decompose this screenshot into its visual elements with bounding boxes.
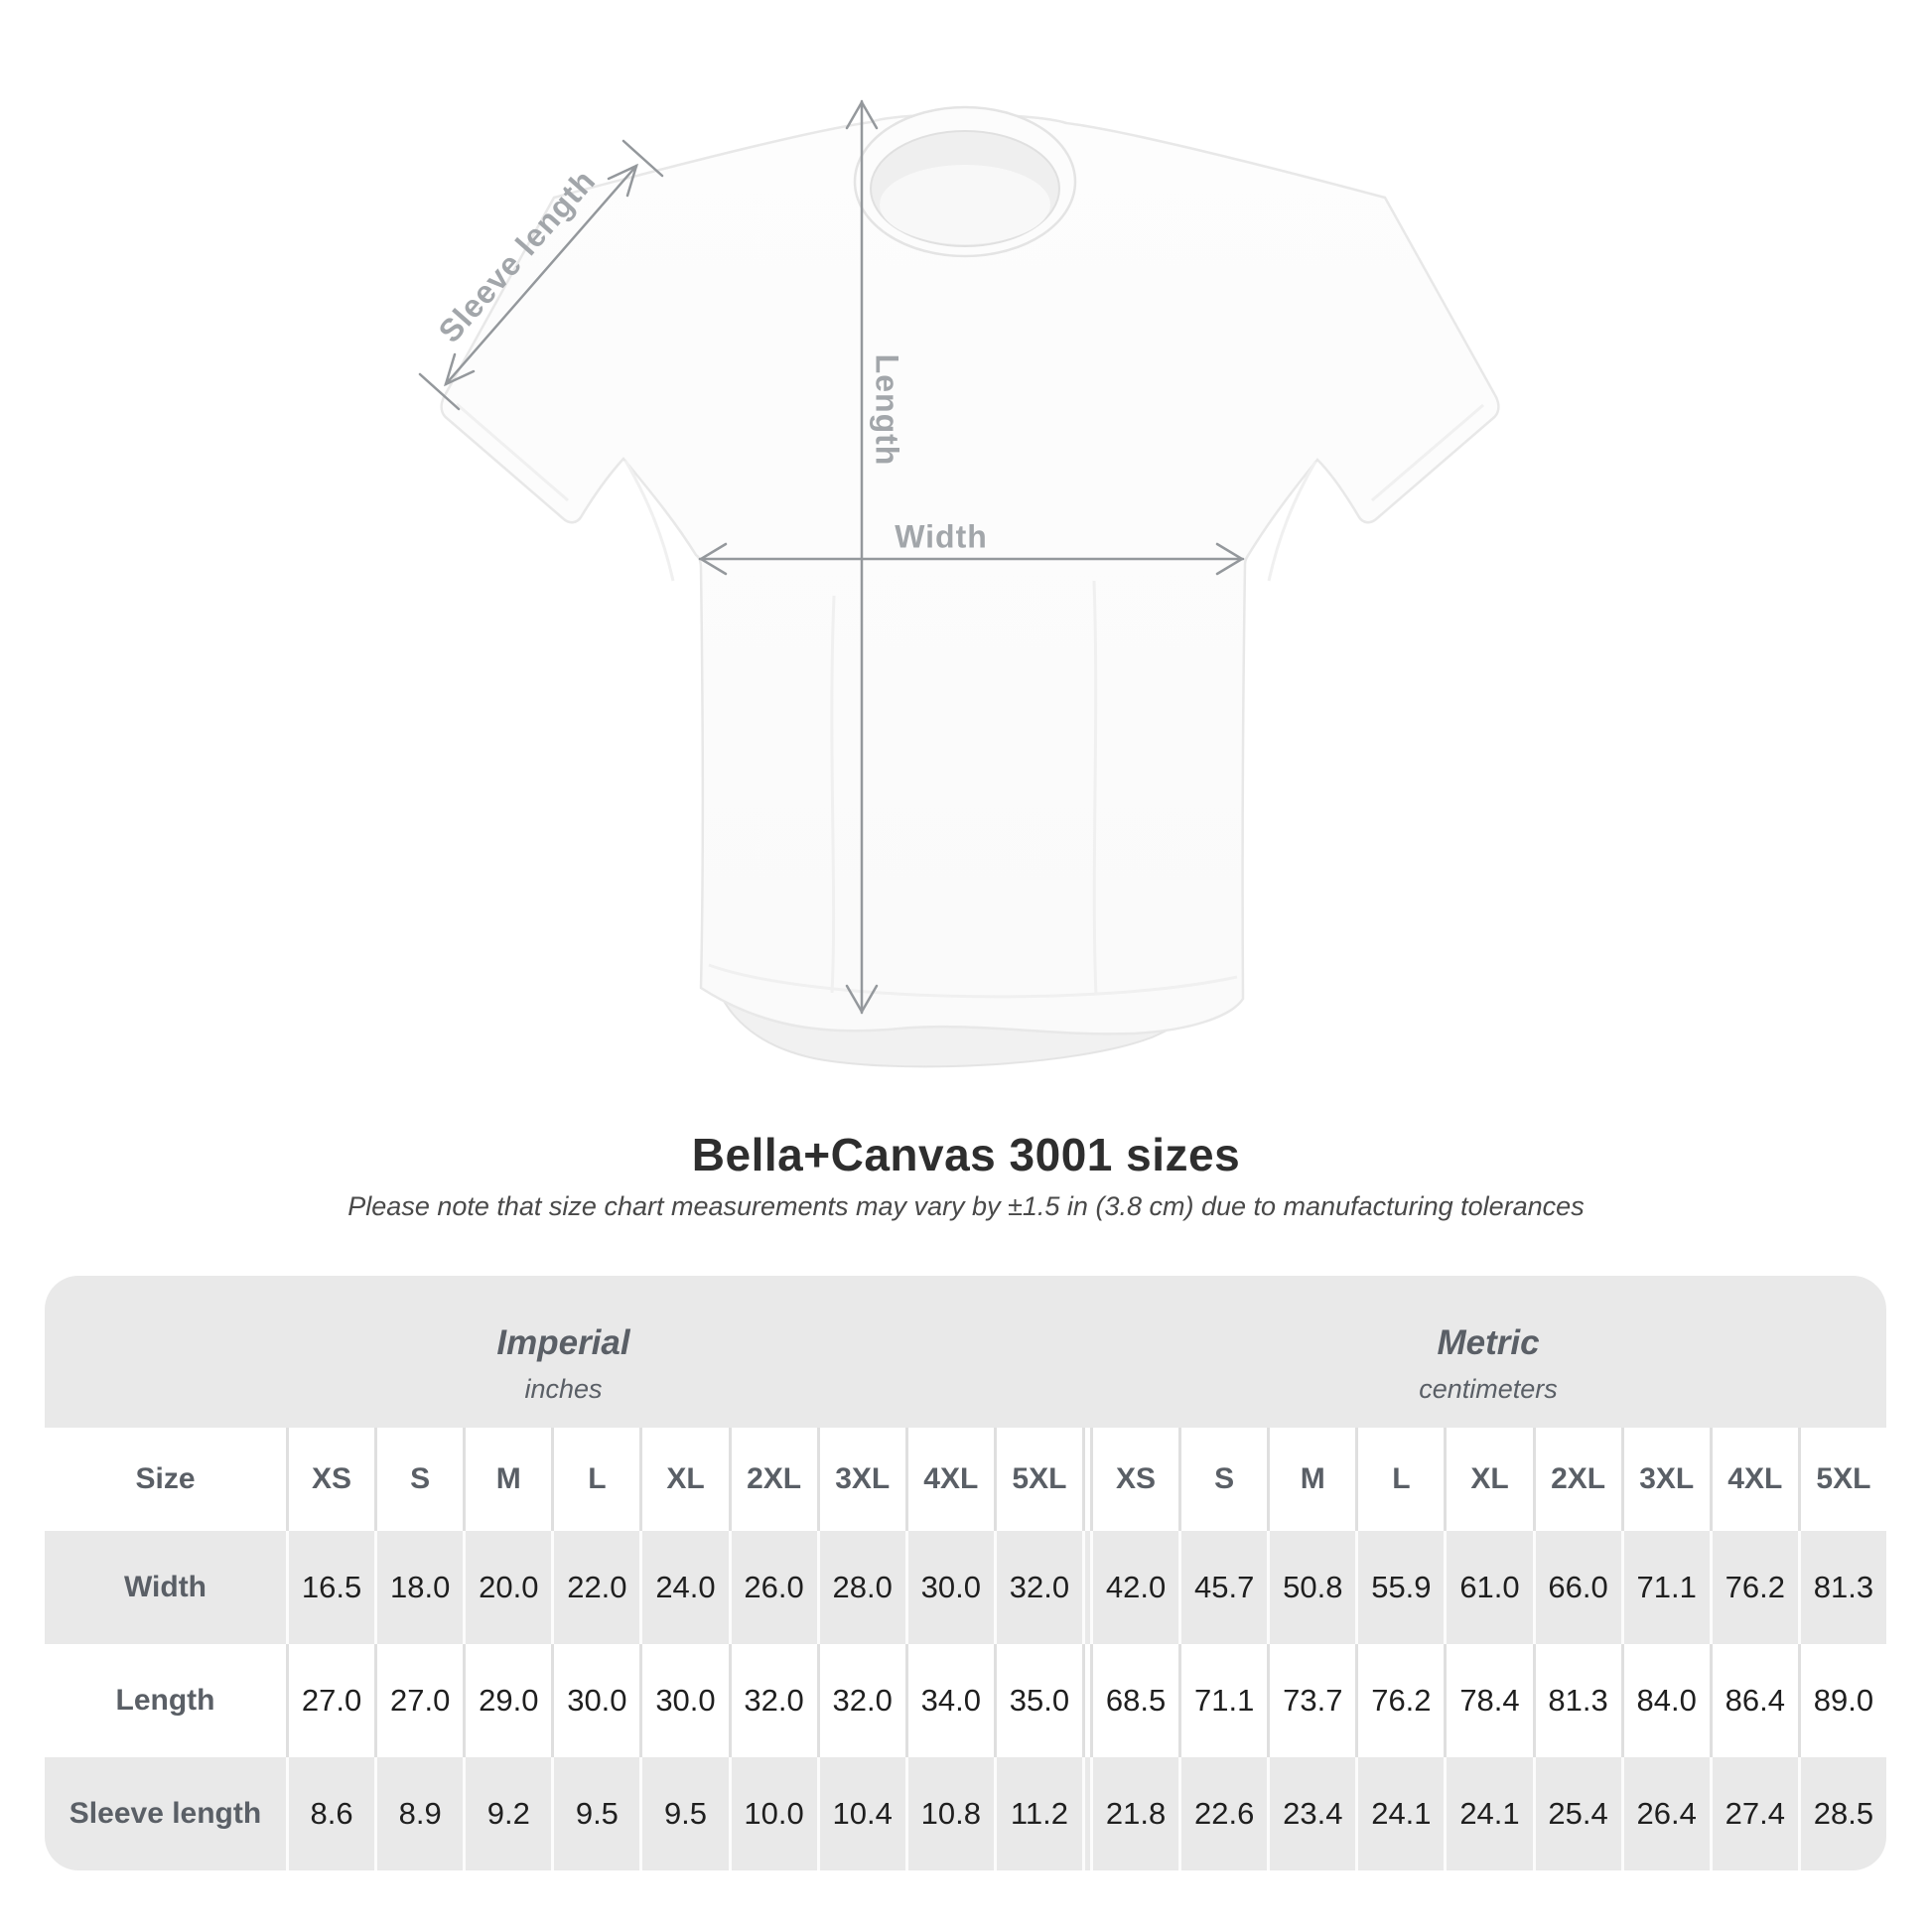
- table-cell: 28.0: [817, 1531, 905, 1644]
- table-cell: 10.0: [729, 1757, 817, 1870]
- unit-group-imperial-name: Imperial: [496, 1322, 630, 1362]
- group-spacer: [1082, 1531, 1090, 1644]
- group-spacer: [1082, 1428, 1090, 1531]
- size-header: 2XL: [729, 1428, 817, 1531]
- row-label: Length: [45, 1644, 286, 1757]
- table-cell: 61.0: [1444, 1531, 1532, 1644]
- table-cell: 34.0: [905, 1644, 994, 1757]
- table-cell: 9.2: [463, 1757, 551, 1870]
- table-cell: 9.5: [639, 1757, 728, 1870]
- table-cell: 20.0: [463, 1531, 551, 1644]
- unit-group-imperial-unit: inches: [524, 1373, 603, 1404]
- size-header: 5XL: [994, 1428, 1082, 1531]
- table-cell: 23.4: [1267, 1757, 1355, 1870]
- table-cell: 24.1: [1444, 1757, 1532, 1870]
- size-header: 4XL: [1710, 1428, 1798, 1531]
- size-table: [45, 1276, 1886, 1870]
- page-title: Bella+Canvas 3001 sizes: [691, 1129, 1241, 1180]
- table-cell: 55.9: [1355, 1531, 1444, 1644]
- unit-group-metric-unit: centimeters: [1419, 1373, 1558, 1404]
- unit-group-spacer: [1082, 1276, 1090, 1428]
- table-cell: 29.0: [463, 1644, 551, 1757]
- table-cell: 76.2: [1355, 1644, 1444, 1757]
- table-cell: 26.4: [1621, 1757, 1710, 1870]
- table-cell: 27.0: [286, 1644, 374, 1757]
- table-cell: 68.5: [1090, 1644, 1178, 1757]
- table-cell: 10.8: [905, 1757, 994, 1870]
- length-label: Length: [869, 353, 905, 467]
- width-label: Width: [895, 518, 988, 555]
- table-cell: 27.4: [1710, 1757, 1798, 1870]
- table-cell: 25.4: [1533, 1757, 1621, 1870]
- size-header: 4XL: [905, 1428, 994, 1531]
- table-cell: 18.0: [374, 1531, 463, 1644]
- table-cell: 32.0: [817, 1644, 905, 1757]
- tolerance-note: Please note that size chart measurements may vary by ±1.5 in (3.8 cm) due to manufacturing tolerances: [347, 1191, 1585, 1221]
- size-header: S: [1178, 1428, 1267, 1531]
- table-cell: 76.2: [1710, 1531, 1798, 1644]
- size-header: 5XL: [1798, 1428, 1886, 1531]
- table-cell: 81.3: [1533, 1644, 1621, 1757]
- size-header: XS: [286, 1428, 374, 1531]
- size-header: M: [463, 1428, 551, 1531]
- table-cell: 28.5: [1798, 1757, 1886, 1870]
- table-cell: 16.5: [286, 1531, 374, 1644]
- size-header: L: [1355, 1428, 1444, 1531]
- table-cell: 22.0: [551, 1531, 639, 1644]
- size-header: S: [374, 1428, 463, 1531]
- table-cell: 30.0: [551, 1644, 639, 1757]
- table-cell: 78.4: [1444, 1644, 1532, 1757]
- size-header: 3XL: [817, 1428, 905, 1531]
- table-cell: 89.0: [1798, 1644, 1886, 1757]
- table-cell: 35.0: [994, 1644, 1082, 1757]
- table-cell: 71.1: [1178, 1644, 1267, 1757]
- table-cell: 42.0: [1090, 1531, 1178, 1644]
- table-cell: 66.0: [1533, 1531, 1621, 1644]
- table-cell: 30.0: [905, 1531, 994, 1644]
- size-header: XL: [1444, 1428, 1532, 1531]
- row-label: Sleeve length: [69, 1797, 262, 1830]
- table-cell: 8.9: [374, 1757, 463, 1870]
- table-cell: 73.7: [1267, 1644, 1355, 1757]
- sleeve-length-label: Sleeve length: [431, 162, 603, 349]
- size-table-card: [45, 1276, 1886, 1870]
- table-cell: 24.0: [639, 1531, 728, 1644]
- table-cell: 26.0: [729, 1531, 817, 1644]
- table-cell: 30.0: [639, 1644, 728, 1757]
- unit-group-metric: [1090, 1276, 1886, 1428]
- table-cell: 45.7: [1178, 1531, 1267, 1644]
- table-cell: 71.1: [1621, 1531, 1710, 1644]
- tshirt-collar: [855, 107, 1075, 256]
- table-cell: 9.5: [551, 1757, 639, 1870]
- group-spacer: [1082, 1644, 1090, 1757]
- table-cell: 32.0: [994, 1531, 1082, 1644]
- table-cell: 27.0: [374, 1644, 463, 1757]
- table-cell: 32.0: [729, 1644, 817, 1757]
- table-cell: 21.8: [1090, 1757, 1178, 1870]
- size-header: XS: [1090, 1428, 1178, 1531]
- size-header: M: [1267, 1428, 1355, 1531]
- table-cell: 86.4: [1710, 1644, 1798, 1757]
- size-header: L: [551, 1428, 639, 1531]
- table-cell: 81.3: [1798, 1531, 1886, 1644]
- table-cell: 10.4: [817, 1757, 905, 1870]
- table-cell: 11.2: [994, 1757, 1082, 1870]
- size-header: 2XL: [1533, 1428, 1621, 1531]
- table-cell: 24.1: [1355, 1757, 1444, 1870]
- row-label: Width: [123, 1571, 207, 1603]
- size-column-header: Size: [45, 1428, 286, 1531]
- table-cell: 8.6: [286, 1757, 374, 1870]
- table-cell: 50.8: [1267, 1531, 1355, 1644]
- unit-group-metric-name: Metric: [1437, 1322, 1540, 1362]
- size-header: 3XL: [1621, 1428, 1710, 1531]
- group-spacer: [1082, 1757, 1090, 1870]
- table-cell: 22.6: [1178, 1757, 1267, 1870]
- unit-group-imperial: [45, 1276, 1082, 1428]
- table-cell: 84.0: [1621, 1644, 1710, 1757]
- size-header: XL: [639, 1428, 728, 1531]
